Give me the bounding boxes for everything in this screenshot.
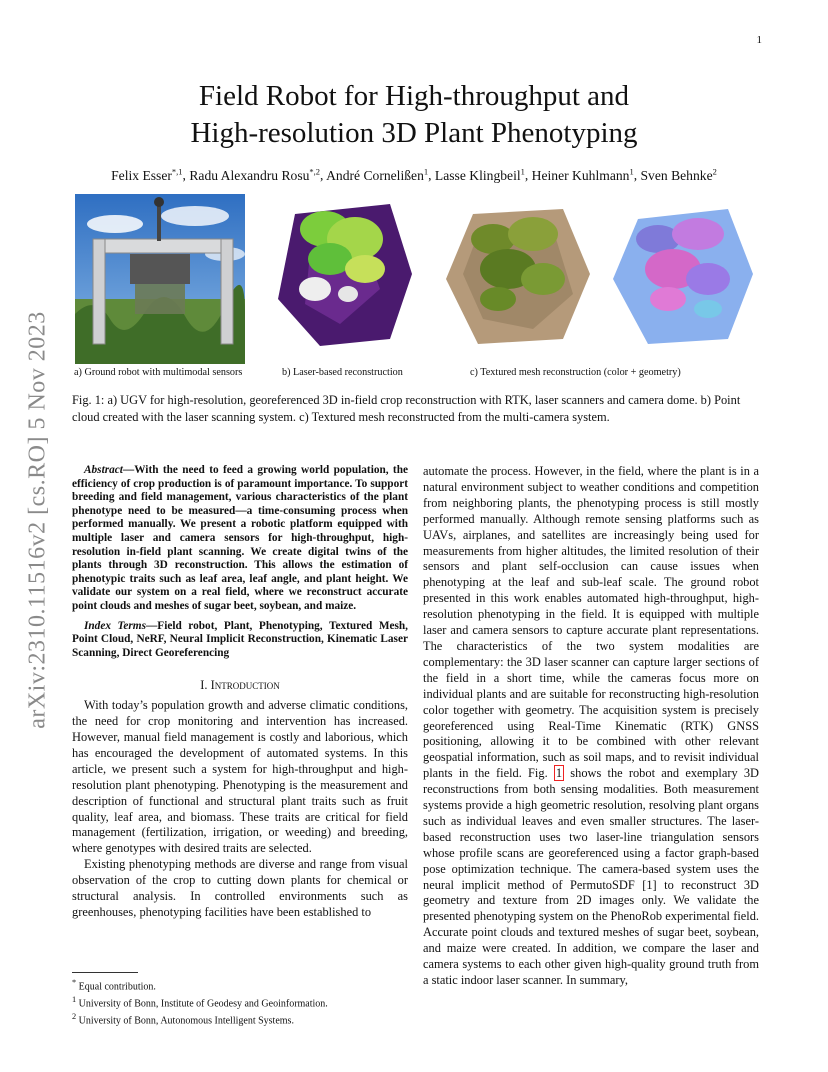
subcaption-c: c) Textured mesh reconstruction (color + geometry) <box>470 367 681 378</box>
author-6: Sven Behnke$^2$ <box>640 166 717 183</box>
footnote-2: $^1$ University of Bonn, Institute of Geodesy and Geoinformation. <box>72 994 328 1010</box>
arxiv-stamp: arXiv:2310.11516v2 [cs.RO] 5 Nov 2023 <box>24 311 51 729</box>
mesh-geometry-image <box>608 194 758 354</box>
author-5: Heiner Kuhlmann$^1$ <box>531 166 634 183</box>
footnote-3: $^2$ University of Bonn, Autonomous Intelligent Systems. <box>72 1011 294 1027</box>
subcaption-a: a) Ground robot with multimodal sensors <box>74 367 243 378</box>
subcaption-b: b) Laser-based reconstruction <box>282 367 403 378</box>
author-2: Radu Alexandru Rosu$^{*,2}$ <box>189 166 321 183</box>
textured-mesh-image <box>438 194 598 354</box>
footnotes <box>72 972 408 1028</box>
figure-caption: Fig. 1: a) UGV for high-resolution, georeferenced 3D in-field crop reconstruction with RTK, laser scanners and camera dome. b) Point cloud created with the laser scanning system. c) Textured mesh reconstructed from the multi-camera system. <box>72 393 741 424</box>
robot-photo <box>75 194 245 364</box>
figure-reference-link[interactable]: 1 <box>555 766 563 781</box>
author-3: André Cornelißen$^1$ <box>326 166 429 183</box>
intro-paragraph-continued: automate the process. However, in the field, where the plant is in a natural environment subject to weather conditions and competition from neighboring plants, the phenotyping process is still mostly performed manually. Although remote sensing platforms such as UAVs, airplanes, and satellites are increasingly being used for measurements from higher altitudes, the limited resolution of their sensors and plant self-occlusion can cause issues when phenotyping at the leaf and sub-leaf scale. The ground robot presented in this work enables automated high-throughput, high-resolution phenotyping in the field. It is equipped with multiple laser and camera sensors to capture accurate plant representations. The characteristics of the two system modalities are complementary: the 3D laser scanner can capture larger sections of the field in a short time, while the cameras focus more on individual plants and are suitable for reconstructing high-resolution color together with geometry. The acquisition system is precisely georeferenced using Real-Time Kinematic (RTK) GNSS positioning, allowing it to be combined with other relevant geospatial information, such as soil maps, and to revisit individual plants in the field. Fig. 1 shows the robot and exemplary 3D reconstructions from both sensing modalities. Both measurement systems provide a high geometric resolution, resolving plant organs such as individual leaves and even smaller structures. The laser-based reconstruction uses two laser-line triangulation sensors whose profile scans are georeferenced using a factor graph-based pose optimization technique. The camera-based system uses the neural implicit method of PermutoSDF [1] to reconstruct 3D geometry and texture from 2D images only. We validate the presented phenotyping system on the PhenoRob experimental field. Accurate point clouds and textured meshes of sugar beet, soybean, and maize were created. In addition, we compare the laser and camera systems to each other given high-quality ground truth from a static indoor laser scanner. In summary, <box>423 464 759 987</box>
author-4: Lasse Klingbeil$^1$ <box>434 166 525 183</box>
left-column <box>72 464 408 921</box>
index-terms: Index Terms—Field robot, Plant, Phenotyping, Textured Mesh, Point Cloud, NeRF, Neural Implicit Reconstruction, Kinematic Laser Scanning, Direct Georeferencing <box>72 619 408 659</box>
paper-title <box>0 78 828 152</box>
footnote-1: * Equal contribution. <box>72 978 156 993</box>
laser-pointcloud-image <box>270 194 420 354</box>
page-number: 1 <box>756 34 762 46</box>
author-list: Felix Esser$^{*,1}$, Radu Alexandru Rosu$^{*,2}$, André Cornelißen$^1$, Lasse Klingbeil$^1$, Heiner Kuhlmann$^1$, Sven Behnke$^2$ <box>111 166 717 183</box>
intro-paragraph-1: With today’s population growth and adverse climatic conditions, the need for crop monitoring and intervention has increased. However, manual field management is costly and laborious, which has encouraged the development of automated systems. In this article, we present such a system for high-throughput and high-resolution plant phenotyping. Phenotyping is the measurement and description of functional and structural plant traits such as fruit quality, leaf area, and biomass. These traits are critical for field management (fertilization, irrigation, or weeding) and breeding, where genotypes with desired traits are selected. <box>72 698 408 856</box>
citation-link[interactable]: [1] <box>642 877 657 892</box>
author-1: Felix Esser$^{*,1}$ <box>111 166 183 183</box>
title-line-2: High-resolution 3D Plant Phenotyping <box>190 117 638 149</box>
footnote-rule <box>72 972 138 973</box>
abstract: Abstract—With the need to feed a growing world population, the efficiency of crop production is of paramount importance. To support breeding and field management, various characteristics of the plant phenotype need to be measured—a time-consuming process when performed manually. We present a robotic platform equipped with multiple laser and camera sensors for high-throughput, high-resolution in-field plant scanning. We create digital twins of the plants through 3D reconstruction. This allows the estimation of phenotypic traits such as leaf area, leaf angle, and plant height. We validate our system on a real field, where we reconstruct accurate point clouds and meshes of sugar beet, soybean, and maize. <box>72 464 408 612</box>
intro-paragraph-2: Existing phenotyping methods are diverse and range from visual observation of the crop to cutting down plants for chemical or structural analysis. In controlled environments such as greenhouses, phenotyping facilities have been established to <box>72 857 408 919</box>
right-column <box>423 464 759 989</box>
title-line-1: Field Robot for High-throughput and <box>198 80 630 112</box>
section-heading-introduction: I. Introduction <box>200 678 280 693</box>
